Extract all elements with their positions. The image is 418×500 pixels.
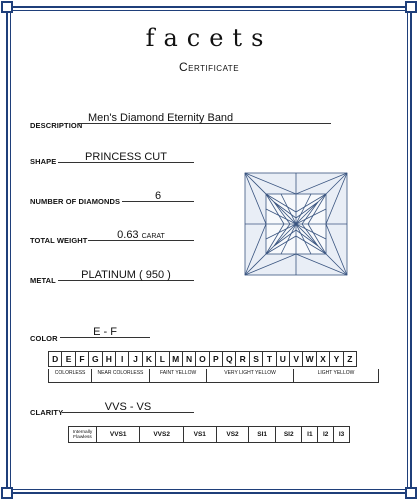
color-label: COLOR xyxy=(30,334,58,343)
color-grade-cell: K xyxy=(142,352,155,367)
color-grade-cell: G xyxy=(89,352,102,367)
color-category: COLORLESS xyxy=(48,369,91,383)
weight-label: TOTAL WEIGHT xyxy=(30,236,88,245)
clarity-grade-cell: I2 xyxy=(318,427,334,443)
color-grade-cell: Y xyxy=(330,352,343,367)
clarity-value: VVS - VS xyxy=(62,401,194,413)
metal-value: PLATINUM ( 950 ) xyxy=(58,269,194,281)
color-grade-cell: E xyxy=(62,352,75,367)
color-grade-cell: D xyxy=(49,352,62,367)
color-grade-cell: Z xyxy=(343,352,356,367)
certificate-inner-border xyxy=(10,10,408,490)
corner-ornament xyxy=(405,487,417,499)
clarity-label: CLARITY xyxy=(30,408,64,417)
weight-unit: CARAT xyxy=(141,233,165,240)
clarity-grade-cell: SI1 xyxy=(249,427,276,443)
color-category: VERY LIGHT YELLOW xyxy=(206,369,292,383)
clarity-grade-cell: SI2 xyxy=(275,427,302,443)
color-grade-cell: H xyxy=(102,352,115,367)
color-category-row xyxy=(48,369,379,383)
description-value: Men's Diamond Eternity Band xyxy=(78,112,331,124)
color-grade-cell: S xyxy=(249,352,262,367)
color-value: E - F xyxy=(60,326,150,338)
weight-value: 0.63 xyxy=(117,229,139,241)
color-grade-cell: R xyxy=(236,352,249,367)
clarity-grade-cell: Internally Flawless xyxy=(69,427,97,443)
weight-field xyxy=(88,229,194,241)
color-grade-cell: L xyxy=(156,352,169,367)
princess-cut-diagram xyxy=(244,172,348,276)
clarity-grade-cell: VVS1 xyxy=(97,427,140,443)
clarity-grade-cell: I3 xyxy=(334,427,350,443)
color-grade-cell: T xyxy=(263,352,276,367)
number-value: 6 xyxy=(122,190,194,202)
color-grade-cell: U xyxy=(276,352,289,367)
color-grade-cell: M xyxy=(169,352,182,367)
color-grade-cell: N xyxy=(182,352,195,367)
shape-label: SHAPE xyxy=(30,157,57,166)
brand-logo: facets xyxy=(145,24,273,52)
clarity-grade-cell: VS2 xyxy=(216,427,249,443)
color-grade-cell: F xyxy=(75,352,88,367)
color-grade-cell: X xyxy=(316,352,329,367)
color-category: NEAR COLORLESS xyxy=(91,369,149,383)
clarity-scale-table xyxy=(68,426,350,443)
clarity-grade-cell: VS1 xyxy=(183,427,216,443)
color-grade-cell: V xyxy=(290,352,303,367)
shape-value: PRINCESS CUT xyxy=(58,151,194,163)
corner-ornament xyxy=(1,487,13,499)
corner-ornament xyxy=(405,1,417,13)
clarity-grade-cell: VVS2 xyxy=(140,427,183,443)
certificate-title: Certificate xyxy=(178,60,240,74)
color-category: LIGHT YELLOW xyxy=(293,369,379,383)
color-grade-cell: Q xyxy=(223,352,236,367)
color-grade-cell: W xyxy=(303,352,316,367)
description-label: DESCRIPTION xyxy=(30,121,83,130)
color-scale-table xyxy=(48,351,357,367)
color-category: FAINT YELLOW xyxy=(149,369,207,383)
color-grade-cell: O xyxy=(196,352,209,367)
number-label: NUMBER OF DIAMONDS xyxy=(30,197,121,206)
color-grade-cell: P xyxy=(209,352,222,367)
color-grade-cell: I xyxy=(115,352,128,367)
color-grade-cell: J xyxy=(129,352,142,367)
clarity-grade-cell: I1 xyxy=(302,427,318,443)
corner-ornament xyxy=(1,1,13,13)
metal-label: METAL xyxy=(30,276,56,285)
